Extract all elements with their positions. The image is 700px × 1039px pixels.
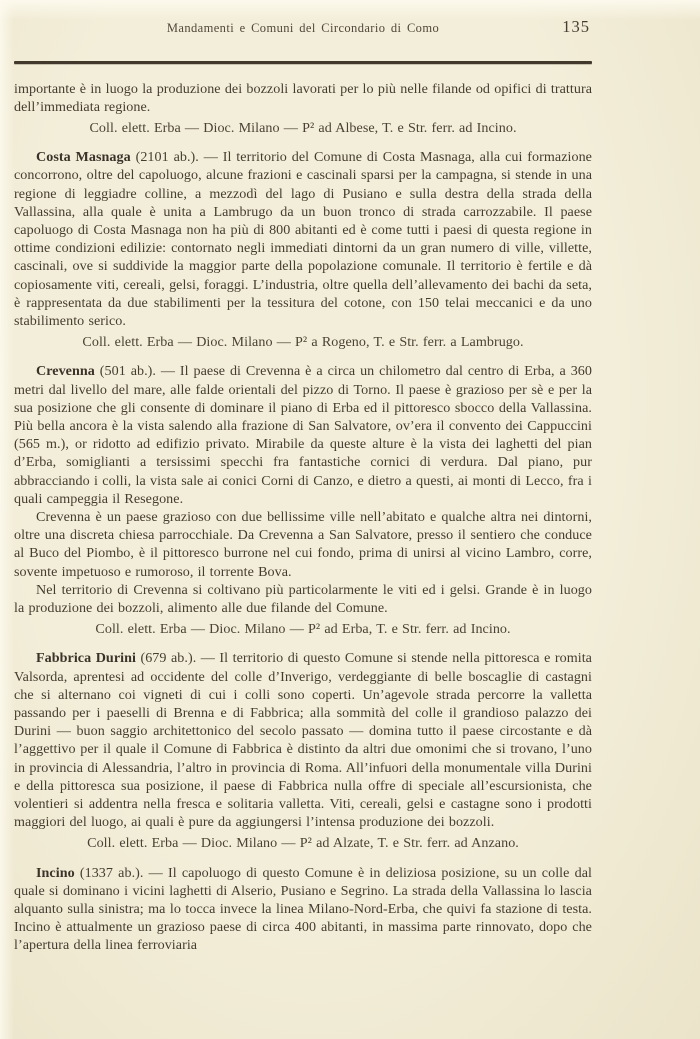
paragraph-text: (501 ab.). — Il paese di Crevenna è a circa un chilometro dal centro di Erba, a 360 metri dal livello del mare, alle falde orientali del pizzo di Torno. Il paese è grazioso per sè e per la sua posizione che gli consente di dominare il piano di Erba ed il pittoresco sbocco della Vallassina. Più bella ancora è la vista salendo alla frazione di San Salvatore, ov’era il convento dei Cappuccini (565 m.), or ridotto ad edifizio privato. Mirabile da queste alture è la vista dei laghetti del pian d’Erba, somiglianti a tersissimi specchi fra fantastiche cornici di verdura. Dal piano, pur abbracciando i colli, la vista sale ai conici Corni di Canzo, e dietro a questi, ai monti di Lecco, fra i quali campeggia il Resegone. (14, 363, 592, 507)
section-crevenna (14, 362, 592, 638)
paragraph-incino (14, 864, 592, 955)
page-header (14, 0, 592, 52)
paragraph-fabbrica-durini (14, 649, 592, 831)
page-number: 135 (562, 17, 590, 36)
section-costa-masnaga (14, 148, 592, 351)
running-title: Mandamenti e Comuni del Circondario di Como (166, 21, 440, 35)
paragraph-text: (679 ab.). — Il territorio di questo Comune si stende nella pittoresca e romita Valsorda, aprentesi ad occidente del colle d’Inverigo, verdeggiante di belle boscaglie di castagni che si alternano coi vigneti di cui i colli sono coperti. Un’agevole strada percorre la valletta passando per i paeselli di Brenna e di Fabbrica; alla sommità del colle il grandioso palazzo dei Durini — buon saggio architettonico del secolo passato — domina tutto il paese circostante e dà l’aggettivo per il quale il Comune di Fabbrica è distinto da altri due omonimi che si trovano, l’uno in provincia di Alessandria, l’altro in provincia di Roma. All’infuori della monumentale villa Durini e della pittoresca sua posizione, il paese di Fabbrica nulla offre di speciale all’escursionista, che volentieri si addentra nella fresca e solitaria valletta. Viti, cereali, gelsi e castagne sono i prodotti maggiori del luogo, ai quali è pure da aggiungersi l’intensa produzione dei bozzoli. (14, 650, 592, 831)
commune-name-crevenna: Crevenna (36, 363, 95, 380)
electoral-note-fabbrica-durini: Coll. elett. Erba — Dioc. Milano — P² ad Alzate, T. e Str. ferr. ad Anzano. (87, 835, 519, 852)
electoral-note-crevenna: Coll. elett. Erba — Dioc. Milano — P² ad Erba, T. e Str. ferr. ad Incino. (95, 621, 511, 638)
page-body (14, 80, 592, 955)
paragraph-crevenna-2: Crevenna è un paese grazioso con due bellissime ville nell’abitato e qualche altra nei dintorni, oltre una discreta chiesa parrocchiale. Da Crevenna a San Salvatore, presso il sentiero che conduce al Buco del Piombo, è il pittoresco burrone nel cui fondo, prima di unirsi al vicino Lambro, corre, sovente impetuoso e rumoroso, il torrente Bova. (14, 508, 592, 580)
paragraph-text: (1337 ab.). — Il capoluogo di questo Comune è in deliziosa posizione, su un colle dal quale si dominano i vicini laghetti di Alserio, Pusiano e Segrino. La strada della Vallassina lo lascia alquanto sulla sinistra; ma lo tocca invece la linea Milano-Nord-Erba, che quivi fa stazione di testa. Incino è attualmente un grazioso paese di circa 400 abitanti, in massima parte rinnovato, dopo che l’apertura della linea ferroviaria (14, 864, 592, 954)
electoral-note-costa-masnaga: Coll. elett. Erba — Dioc. Milano — P² a Rogeno, T. e Str. ferr. a Lambrugo. (82, 334, 524, 351)
paragraph-costa-masnaga (14, 148, 592, 330)
paragraph-intro-continued: importante è in luogo la produzione dei bozzoli lavorati per lo più nelle filande od opifici di trattura dell’immediata regione. (14, 80, 592, 115)
commune-name-incino: Incino (36, 864, 75, 881)
paragraph-crevenna (14, 362, 592, 508)
commune-name-costa-masnaga: Costa Masnaga (36, 149, 131, 166)
paragraph-crevenna-3: Nel territorio di Crevenna si coltivano più particolarmente le viti ed i gelsi. Grande è in luogo la produzione dei bozzoli, alimento alle due filande del Comune. (14, 581, 592, 616)
section-incino (14, 864, 592, 955)
paragraph-text: (2101 ab.). — Il territorio del Comune di Costa Masnaga, alla cui formazione concorrono, oltre del capoluogo, alcune frazioni e cascinali sparsi per la campagna, si stende in una regione di leggiadre colline, a mezzodì del lago di Pusiano e sulla destra della strada della Vallassina, alla quale è unita a Lambrugo da un buon tronco di strada carrozzabile. Il paese capoluogo di Costa Masnaga non ha più di 800 abitanti ed è come tutti i paesi di questa regione in ottime condizioni edilizie: contornato negli immediati dintorni da un gran numero di ville, villette, cascinali, ove si suddivide la maggior parte della popolazione comunale. Il territorio è fertile e dà copiosamente viti, cereali, gelsi, foraggi. L’industria, oltre quella dell’allevamento dei bachi da seta, è rappresentata da due stabilimenti per la tessitura del cotone, con 150 telai meccanici e da uno stabilimento serico. (14, 149, 592, 329)
section-fabbrica-durini (14, 649, 592, 852)
header-rule (14, 61, 592, 64)
electoral-note-intro: Coll. elett. Erba — Dioc. Milano — P² ad Albese, T. e Str. ferr. ad Incino. (89, 119, 517, 136)
commune-name-fabbrica-durini: Fabbrica Durini (36, 650, 136, 667)
